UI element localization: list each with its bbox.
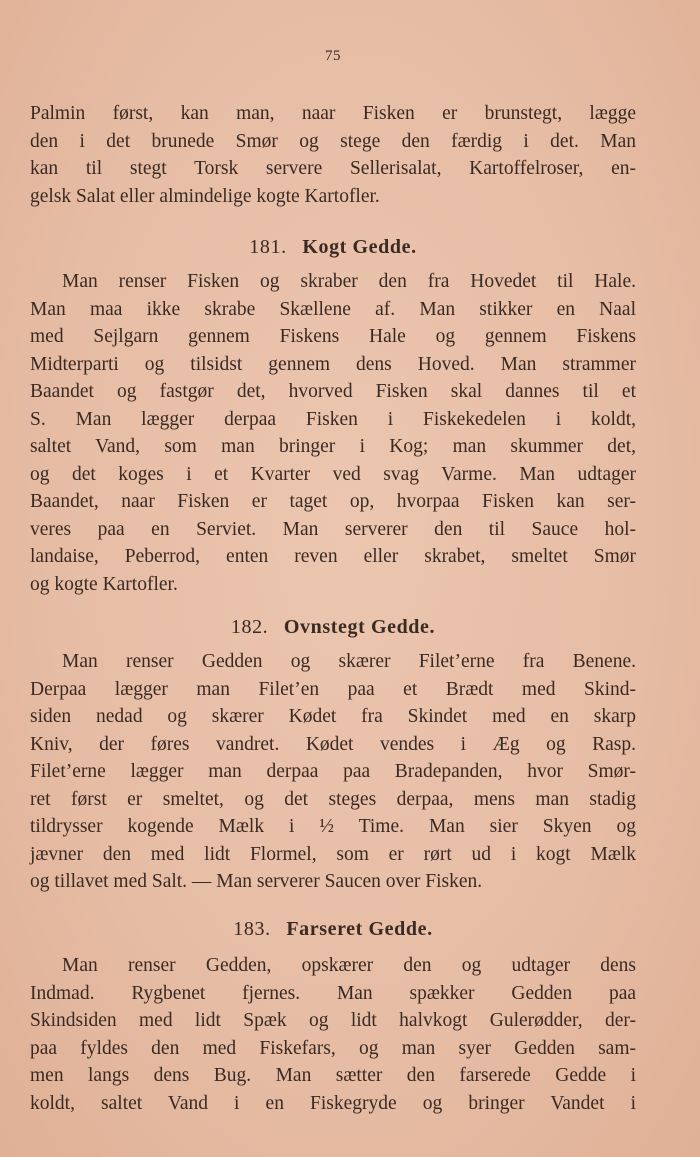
text-line: saltet Vand, som man bringer i Kog; man skummer det, bbox=[30, 436, 636, 457]
text-line: landaise, Peberrod, enten reven eller skrabet, smeltet Smør bbox=[30, 546, 636, 567]
page-number: 75 bbox=[325, 48, 341, 64]
text-line: Skindsiden med lidt Spæk og lidt halvkogt Gulerødder, der- bbox=[30, 1010, 636, 1031]
text-line: kan til stegt Torsk servere Sellerisalat, Kartoffelroser, en- bbox=[30, 158, 636, 179]
text-line: Midterparti og tilsidst gennem dens Hoved. Man strammer bbox=[30, 353, 636, 375]
recipe-title: Kogt Gedde. bbox=[302, 236, 417, 258]
book-page bbox=[30, 0, 636, 1157]
text-line: Man renser Gedden, opskærer den og udtager dens bbox=[62, 955, 636, 976]
text-line: koldt, saltet Vand i en Fiskegryde og bringer Vandet i bbox=[30, 1092, 636, 1114]
recipe-number: 182. bbox=[230, 616, 269, 638]
text-line: jævner den med lidt Flormel, som er rørt ud i kogt Mælk bbox=[30, 843, 636, 865]
recipe-number: 183. bbox=[233, 918, 271, 940]
text-line: Baandet og fastgør det, hvorved Fisken skal dannes til et bbox=[30, 381, 636, 402]
text-line: den i det brunede Smør og stege den færdig i det. Man bbox=[30, 130, 636, 152]
text-line: og kogte Kartofler. bbox=[30, 573, 178, 595]
recipe-body-182 bbox=[30, 648, 636, 896]
recipe-body-183 bbox=[30, 952, 636, 1117]
text-line: Kniv, der føres vandret. Kødet vendes i Æg og Rasp. bbox=[30, 733, 636, 755]
recipe-body-181 bbox=[30, 268, 636, 598]
text-line: Palmin først, kan man, naar Fisken er brunstegt, lægge bbox=[30, 103, 636, 124]
text-line: Derpaa lægger man Filet’en paa et Brædt med Skind- bbox=[30, 678, 636, 700]
text-line: men langs dens Bug. Man sætter den farserede Gedde i bbox=[30, 1065, 636, 1086]
text-line: paa fyldes den med Fiskefars, og man syer Gedden sam- bbox=[30, 1037, 636, 1059]
recipe-heading-182 bbox=[30, 616, 636, 639]
text-line: Man renser Gedden og skærer Filet’erne fra Benene. bbox=[62, 651, 636, 672]
recipe-heading-183 bbox=[30, 918, 636, 941]
recipe-heading-181 bbox=[30, 236, 636, 259]
intro-paragraph bbox=[30, 100, 636, 210]
text-line: Indmad. Rygbenet fjernes. Man spækker Gedden paa bbox=[30, 982, 636, 1004]
recipe-title: Farseret Gedde. bbox=[286, 918, 433, 940]
text-line: og det koges i et Kvarter ved svag Varme. Man udtager bbox=[30, 463, 636, 485]
recipe-title: Ovnstegt Gedde. bbox=[283, 616, 436, 638]
text-line: og tillavet med Salt. — Man serverer Saucen over Fisken. bbox=[30, 871, 483, 892]
text-line: gelsk Salat eller almindelige kogte Kartofler. bbox=[30, 185, 380, 207]
text-line: Baandet, naar Fisken er taget op, hvorpaa Fisken kan ser- bbox=[30, 491, 636, 512]
text-line: ret først er smeltet, og det steges derpaa, mens man stadig bbox=[30, 788, 636, 810]
text-line: med Sejlgarn gennem Fiskens Hale og gennem Fiskens bbox=[30, 326, 636, 347]
text-line: siden nedad og skærer Kødet fra Skindet med en skarp bbox=[30, 706, 636, 727]
text-line: veres paa en Serviet. Man serverer den til Sauce hol- bbox=[30, 518, 636, 540]
text-line: tildrysser kogende Mælk i ½ Time. Man sier Skyen og bbox=[30, 816, 636, 837]
recipe-number: 181. bbox=[249, 236, 287, 258]
text-line: Man maa ikke skrabe Skællene af. Man stikker en Naal bbox=[30, 298, 636, 320]
text-line: Filet’erne lægger man derpaa paa Bradepanden, hvor Smør- bbox=[30, 761, 636, 782]
text-line: S. Man lægger derpaa Fisken i Fiskekedelen i koldt, bbox=[30, 408, 636, 430]
text-line: Man renser Fisken og skraber den fra Hovedet til Hale. bbox=[62, 271, 636, 292]
